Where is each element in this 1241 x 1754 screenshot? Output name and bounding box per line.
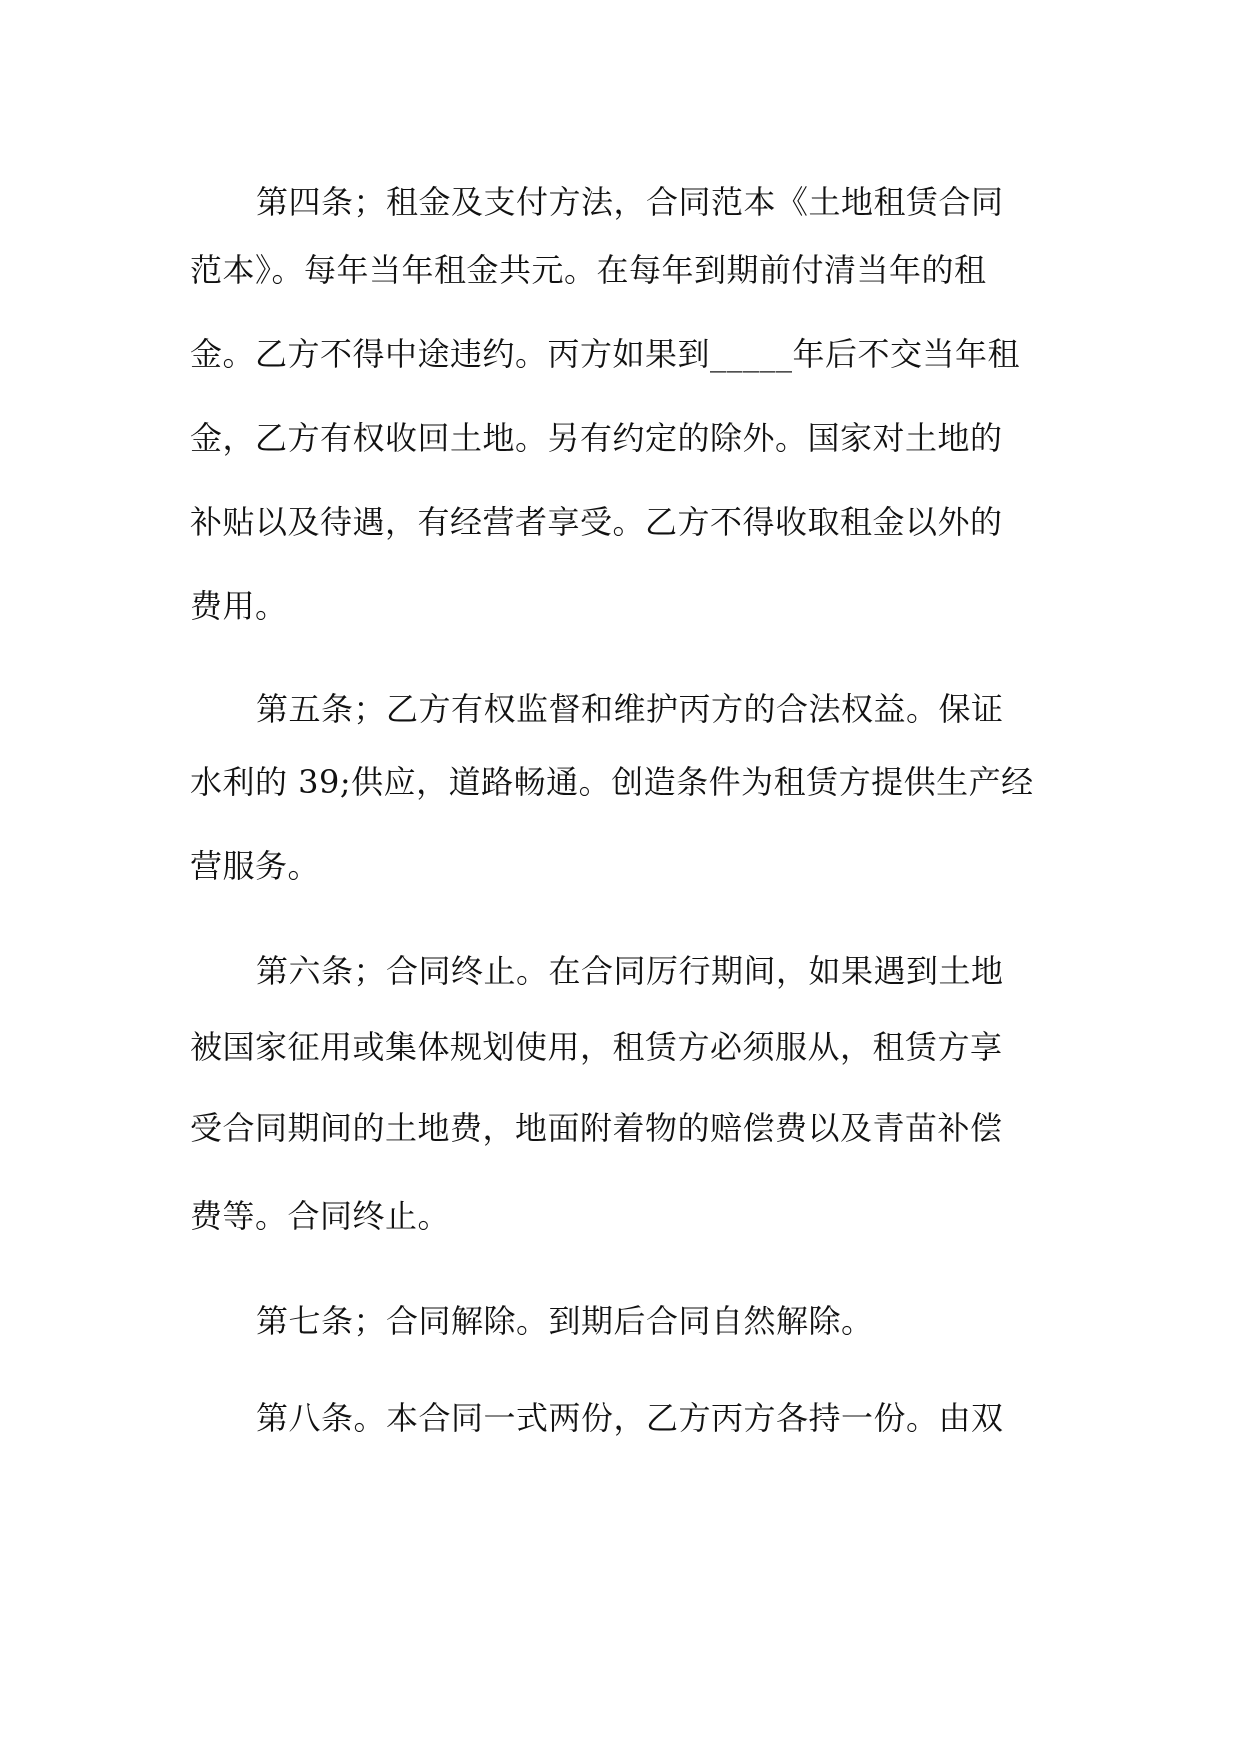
article-4-line-4: 金，乙方有权收回土地。另有约定的除外。国家对土地的 (190, 419, 1003, 457)
article-5-line-2: 水利的 39;供应，道路畅通。创造条件为租赁方提供生产经 (190, 763, 1034, 801)
article-4-line-5: 补贴以及待遇，有经营者享受。乙方不得收取租金以外的 (190, 503, 1003, 541)
article-5-line-3: 营服务。 (190, 847, 321, 885)
article-7-line-1: 第七条；合同解除。到期后合同自然解除。 (256, 1302, 874, 1340)
article-5-line-1: 第五条；乙方有权监督和维护丙方的合法权益。保证 (256, 690, 1004, 728)
article-6-line-1: 第六条；合同终止。在合同厉行期间，如果遇到土地 (256, 952, 1004, 990)
article-8-line-1: 第八条。本合同一式两份，乙方丙方各持一份。由双 (256, 1399, 1004, 1437)
article-6-line-4: 费等。合同终止。 (190, 1197, 451, 1235)
article-4-line-2: 范本》。每年当年租金共元。在每年到期前付清当年的租 (190, 251, 987, 289)
article-6-line-3: 受合同期间的土地费，地面附着物的赔偿费以及青苗补偿 (190, 1109, 1003, 1147)
article-4-line-1: 第四条；租金及支付方法，合同范本《土地租赁合同 (256, 183, 1004, 221)
article-4-line-3: 金。乙方不得中途违约。丙方如果到_____年后不交当年租 (190, 335, 1021, 373)
article-6-line-2: 被国家征用或集体规划使用，租赁方必须服从，租赁方享 (190, 1028, 1003, 1066)
article-4-line-6: 费用。 (190, 587, 288, 625)
